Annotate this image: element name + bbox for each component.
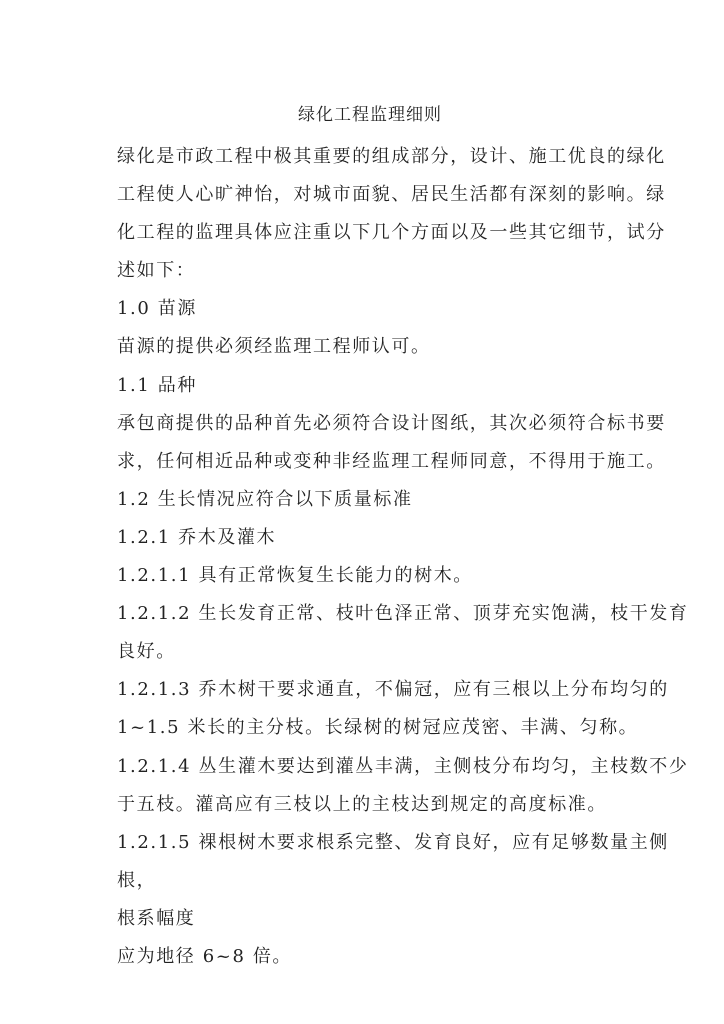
- paragraph-line: 良好。: [117, 641, 176, 663]
- section-heading: 1.0 苗源: [117, 298, 197, 320]
- paragraph-line: 绿化是市政工程中极其重要的组成部分，设计、施工优良的绿化: [117, 146, 666, 167]
- paragraph-line: 1.2.1.2 生长发育正常、枝叶色泽正常、顶芽充实饱满，枝干发育: [117, 603, 689, 625]
- section-heading: 1.1 品种: [117, 374, 197, 396]
- paragraph-line: 1.2.1.3 乔木树干要求通直，不偏冠，应有三根以上分布均匀的: [117, 679, 669, 701]
- paragraph-line: 工程使人心旷神怡，对城市面貌、居民生活都有深刻的影响。绿: [117, 184, 666, 206]
- paragraph-line: 根系幅度: [117, 907, 196, 929]
- paragraph-line: 1.2.1.5 裸根树木要求根系完整、发育良好，应有足够数量主侧根，: [117, 831, 669, 891]
- paragraph-line: 求，任何相近品种或变种非经监理工程师同意，不得用于施工。: [117, 450, 666, 472]
- paragraph-line: 1.2.1.1 具有正常恢复生长能力的树木。: [117, 565, 473, 587]
- paragraph-line: 应为地径 6~8 倍。: [117, 945, 293, 967]
- paragraph-line: 述如下：: [117, 260, 196, 282]
- section-heading: 1.2.1 乔木及灌木: [117, 526, 277, 548]
- paragraph-line: 承包商提供的品种首先必须符合设计图纸，其次必须符合标书要: [117, 412, 666, 434]
- paragraph-line: 化工程的监理具体应注重以下几个方面以及一些其它细节，试分: [117, 222, 666, 244]
- section-heading: 1.2 生长情况应符合以下质量标准: [117, 488, 413, 510]
- paragraph-line: 苗源的提供必须经监理工程师认可。: [117, 336, 431, 358]
- paragraph-line: 于五枝。灌高应有三枝以上的主枝达到规定的高度标准。: [117, 793, 607, 815]
- document-body: [117, 138, 707, 976]
- paragraph-line: 1~1.5 米长的主分枝。长绿树的树冠应茂密、丰满、匀称。: [117, 717, 639, 739]
- document-title: 绿化工程监理细则: [298, 105, 442, 125]
- paragraph-line: 1.2.1.4 丛生灌木要达到灌丛丰满，主侧枝分布均匀，主枝数不少: [117, 755, 689, 777]
